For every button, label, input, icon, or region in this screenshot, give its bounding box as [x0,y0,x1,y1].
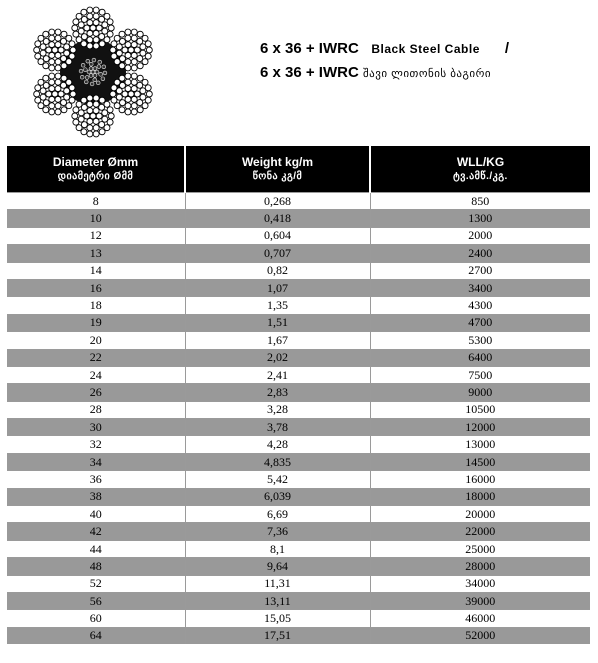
table-row [7,540,590,557]
diameter-cell: 22 [7,349,185,366]
weight-cell: 7,36 [185,523,370,540]
diameter-cell: 56 [7,592,185,609]
weight-cell: 13,11 [185,592,370,609]
table-body [7,193,590,645]
weight-cell: 2,02 [185,349,370,366]
diameter-cell: 38 [7,488,185,505]
weight-cell: 0,268 [185,193,370,210]
table-row [7,349,590,366]
wll-cell: 16000 [370,471,590,488]
diameter-cell: 30 [7,419,185,436]
product-title-georgian [260,64,491,81]
diameter-cell: 13 [7,245,185,262]
diameter-cell: 20 [7,332,185,349]
wll-cell: 10500 [370,401,590,418]
weight-cell: 0,82 [185,262,370,279]
diameter-cell: 44 [7,540,185,557]
table-row [7,471,590,488]
table-row [7,332,590,349]
wll-cell: 52000 [370,627,590,644]
weight-cell: 17,51 [185,627,370,644]
title-separator: / [504,40,510,57]
header-wll-ka: ტვ.ამწ./კგ. [453,171,508,182]
weight-cell: 4,835 [185,453,370,470]
header-weight [185,146,370,193]
weight-cell: 6,039 [185,488,370,505]
wll-cell: 34000 [370,575,590,592]
table-row [7,610,590,627]
header-weight-en: Weight kg/m [241,155,314,169]
specification-table [7,146,590,644]
table-row [7,279,590,296]
header-wll-en: WLL/KG [456,155,505,169]
wll-cell: 12000 [370,419,590,436]
header-weight-ka: წონა კგ/მ [252,171,303,182]
diameter-cell: 42 [7,523,185,540]
product-name-english: Black Steel Cable [371,42,480,56]
diameter-cell: 16 [7,279,185,296]
table-row [7,262,590,279]
table-row [7,453,590,470]
table-row [7,592,590,609]
wll-cell: 18000 [370,488,590,505]
diameter-cell: 52 [7,575,185,592]
diameter-cell: 32 [7,436,185,453]
table-row [7,384,590,401]
weight-cell: 6,69 [185,506,370,523]
diameter-cell: 28 [7,401,185,418]
weight-cell: 0,604 [185,227,370,244]
table-row [7,297,590,314]
table-row [7,419,590,436]
product-code-secondary: 6 x 36 + IWRC [260,64,359,81]
table-row [7,523,590,540]
diameter-cell: 18 [7,297,185,314]
wll-cell: 14500 [370,453,590,470]
diameter-cell: 14 [7,262,185,279]
product-code: 6 x 36 + IWRC [260,40,359,57]
weight-cell: 3,28 [185,401,370,418]
header-diameter-en: Diameter Ømm [52,155,139,169]
diameter-cell: 12 [7,227,185,244]
wll-cell: 20000 [370,506,590,523]
table-row [7,227,590,244]
table-row [7,210,590,227]
weight-cell: 11,31 [185,575,370,592]
diameter-cell: 36 [7,471,185,488]
wll-cell: 22000 [370,523,590,540]
diameter-cell: 64 [7,627,185,644]
diameter-cell: 10 [7,210,185,227]
weight-cell: 9,64 [185,558,370,575]
weight-cell: 1,07 [185,279,370,296]
weight-cell: 0,418 [185,210,370,227]
wll-cell: 6400 [370,349,590,366]
wll-cell: 25000 [370,540,590,557]
wll-cell: 46000 [370,610,590,627]
weight-cell: 1,51 [185,314,370,331]
table-row [7,575,590,592]
table-row [7,506,590,523]
wll-cell: 39000 [370,592,590,609]
weight-cell: 8,1 [185,540,370,557]
diameter-cell: 8 [7,193,185,210]
wll-cell: 3400 [370,279,590,296]
product-title-english [260,40,509,57]
header-wll [370,146,590,193]
table-row [7,401,590,418]
weight-cell: 4,28 [185,436,370,453]
wll-cell: 7500 [370,366,590,383]
diameter-cell: 34 [7,453,185,470]
wll-cell: 850 [370,193,590,210]
diameter-cell: 48 [7,558,185,575]
diameter-cell: 26 [7,384,185,401]
wll-cell: 13000 [370,436,590,453]
diameter-cell: 24 [7,366,185,383]
table-row [7,193,590,210]
wll-cell: 4700 [370,314,590,331]
table-row [7,314,590,331]
header-diameter [7,146,185,193]
table-row [7,436,590,453]
weight-cell: 0,707 [185,245,370,262]
wll-cell: 28000 [370,558,590,575]
weight-cell: 5,42 [185,471,370,488]
weight-cell: 1,35 [185,297,370,314]
wll-cell: 9000 [370,384,590,401]
diameter-cell: 40 [7,506,185,523]
wll-cell: 1300 [370,210,590,227]
weight-cell: 2,41 [185,366,370,383]
wire-rope-cross-section-icon [8,5,178,140]
wll-cell: 2400 [370,245,590,262]
header-diameter-ka: დიამეტრი Øმმ [57,171,134,182]
table-row [7,627,590,644]
weight-cell: 15,05 [185,610,370,627]
weight-cell: 2,83 [185,384,370,401]
weight-cell: 3,78 [185,419,370,436]
table-row [7,558,590,575]
diameter-cell: 19 [7,314,185,331]
wll-cell: 2700 [370,262,590,279]
wll-cell: 4300 [370,297,590,314]
table-row [7,488,590,505]
table-row [7,245,590,262]
table-header-row [7,146,590,193]
wll-cell: 5300 [370,332,590,349]
weight-cell: 1,67 [185,332,370,349]
product-name-georgian: შავი ლითონის ბაგირი [362,68,492,80]
diameter-cell: 60 [7,610,185,627]
wll-cell: 2000 [370,227,590,244]
table-row [7,366,590,383]
